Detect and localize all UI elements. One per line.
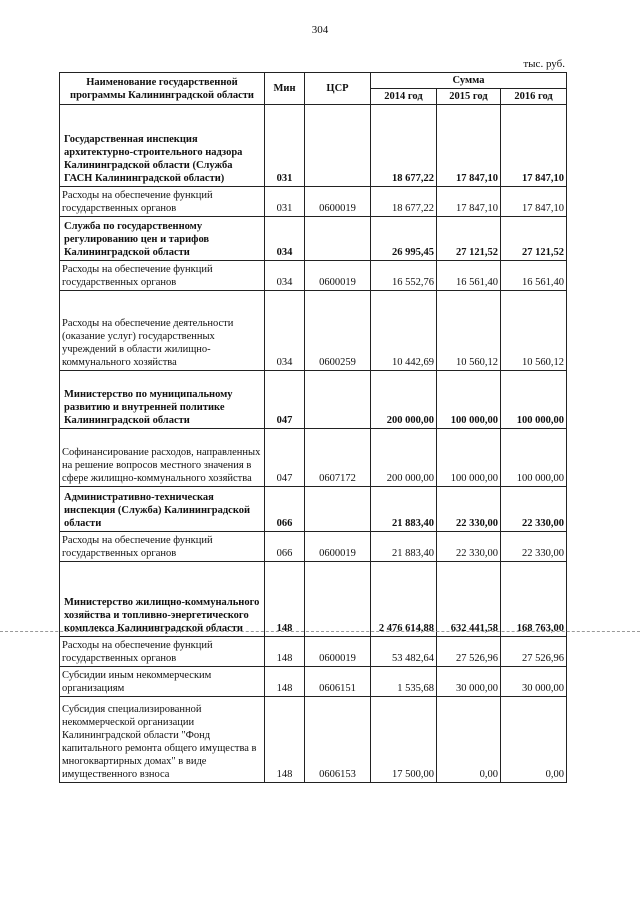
row-csr: 0600019 bbox=[305, 532, 371, 562]
row-name: Расходы на обеспечение функций государственных органов bbox=[60, 637, 265, 667]
row-name: Расходы на обеспечение функций государственных органов bbox=[60, 261, 265, 291]
row-2014: 2 476 614,88 bbox=[371, 562, 437, 637]
row-min: 047 bbox=[265, 429, 305, 487]
row-2015: 27 526,96 bbox=[437, 637, 501, 667]
units-label: тыс. руб. bbox=[523, 58, 565, 70]
table-row bbox=[60, 429, 567, 487]
row-csr: 0607172 bbox=[305, 429, 371, 487]
row-2016: 27 121,52 bbox=[501, 217, 567, 261]
budget-table bbox=[59, 72, 567, 783]
row-2015: 100 000,00 bbox=[437, 429, 501, 487]
row-name: Служба по государственному регулированию цен и тарифов Калининградской области bbox=[60, 217, 265, 261]
row-2016: 0,00 bbox=[501, 697, 567, 783]
row-2015: 10 560,12 bbox=[437, 291, 501, 371]
header-2016: 2016 год bbox=[501, 89, 567, 105]
header-name: Наименование государственной программы Калининградской области bbox=[60, 73, 265, 105]
row-min: 034 bbox=[265, 291, 305, 371]
row-csr: 0606153 bbox=[305, 697, 371, 783]
header-2014: 2014 год bbox=[371, 89, 437, 105]
row-2016: 16 561,40 bbox=[501, 261, 567, 291]
table-row bbox=[60, 667, 567, 697]
row-csr: 0600019 bbox=[305, 637, 371, 667]
row-csr bbox=[305, 371, 371, 429]
row-2015: 100 000,00 bbox=[437, 371, 501, 429]
row-2014: 16 552,76 bbox=[371, 261, 437, 291]
fold-line bbox=[0, 631, 640, 632]
table-row bbox=[60, 562, 567, 637]
row-2015: 22 330,00 bbox=[437, 487, 501, 532]
table-row bbox=[60, 187, 567, 217]
row-2014: 200 000,00 bbox=[371, 429, 437, 487]
table-row bbox=[60, 371, 567, 429]
table-row bbox=[60, 105, 567, 187]
row-2015: 30 000,00 bbox=[437, 667, 501, 697]
row-2014: 10 442,69 bbox=[371, 291, 437, 371]
row-min: 034 bbox=[265, 261, 305, 291]
row-csr: 0600259 bbox=[305, 291, 371, 371]
row-min: 148 bbox=[265, 667, 305, 697]
row-2014: 200 000,00 bbox=[371, 371, 437, 429]
row-2015: 16 561,40 bbox=[437, 261, 501, 291]
row-2016: 10 560,12 bbox=[501, 291, 567, 371]
row-name: Министерство жилищно-коммунального хозяйства и топливно-энергетического комплекса Калининградской области bbox=[60, 562, 265, 637]
row-name: Субсидия специализированной некоммерческой организации Калининградской области "Фонд капитального ремонта общего имущества в многоквартирных домах" в виде имущественного взноса bbox=[60, 697, 265, 783]
row-min: 031 bbox=[265, 187, 305, 217]
row-2015: 22 330,00 bbox=[437, 532, 501, 562]
row-2016: 100 000,00 bbox=[501, 371, 567, 429]
row-2014: 21 883,40 bbox=[371, 532, 437, 562]
header-min: Мин bbox=[265, 73, 305, 105]
page-number: 304 bbox=[311, 24, 329, 36]
row-2016: 17 847,10 bbox=[501, 105, 567, 187]
row-min: 066 bbox=[265, 487, 305, 532]
row-csr: 0600019 bbox=[305, 187, 371, 217]
row-name: Расходы на обеспечение функций государственных органов bbox=[60, 532, 265, 562]
table-row bbox=[60, 487, 567, 532]
row-2015: 17 847,10 bbox=[437, 105, 501, 187]
row-name: Расходы на обеспечение функций государственных органов bbox=[60, 187, 265, 217]
row-2016: 17 847,10 bbox=[501, 187, 567, 217]
row-name: Государственная инспекция архитектурно-строительного надзора Калининградской области (Служба ГАСН Калининградской области) bbox=[60, 105, 265, 187]
row-2016: 27 526,96 bbox=[501, 637, 567, 667]
row-csr bbox=[305, 562, 371, 637]
row-name: Административно-техническая инспекция (Служба) Калининградской области bbox=[60, 487, 265, 532]
row-csr: 0600019 bbox=[305, 261, 371, 291]
row-2014: 53 482,64 bbox=[371, 637, 437, 667]
row-min: 034 bbox=[265, 217, 305, 261]
row-min: 148 bbox=[265, 562, 305, 637]
row-2016: 30 000,00 bbox=[501, 667, 567, 697]
row-csr bbox=[305, 105, 371, 187]
row-2014: 18 677,22 bbox=[371, 187, 437, 217]
table-row bbox=[60, 291, 567, 371]
table-row bbox=[60, 261, 567, 291]
row-min: 066 bbox=[265, 532, 305, 562]
row-min: 148 bbox=[265, 697, 305, 783]
row-2016: 168 763,00 bbox=[501, 562, 567, 637]
table-row bbox=[60, 532, 567, 562]
row-csr: 0606151 bbox=[305, 667, 371, 697]
table-row bbox=[60, 697, 567, 783]
table-row bbox=[60, 217, 567, 261]
row-2014: 21 883,40 bbox=[371, 487, 437, 532]
row-2014: 17 500,00 bbox=[371, 697, 437, 783]
row-2015: 632 441,58 bbox=[437, 562, 501, 637]
row-name: Софинансирование расходов, направленных на решение вопросов местного значения в сфере жилищно-коммунального хозяйства bbox=[60, 429, 265, 487]
row-min: 031 bbox=[265, 105, 305, 187]
header-row bbox=[60, 73, 567, 89]
row-2015: 0,00 bbox=[437, 697, 501, 783]
row-2016: 22 330,00 bbox=[501, 487, 567, 532]
row-2015: 17 847,10 bbox=[437, 187, 501, 217]
row-min: 047 bbox=[265, 371, 305, 429]
row-2016: 22 330,00 bbox=[501, 532, 567, 562]
row-2014: 1 535,68 bbox=[371, 667, 437, 697]
table-row bbox=[60, 637, 567, 667]
row-csr bbox=[305, 487, 371, 532]
row-2015: 27 121,52 bbox=[437, 217, 501, 261]
row-csr bbox=[305, 217, 371, 261]
row-2014: 26 995,45 bbox=[371, 217, 437, 261]
row-2014: 18 677,22 bbox=[371, 105, 437, 187]
header-2015: 2015 год bbox=[437, 89, 501, 105]
row-min: 148 bbox=[265, 637, 305, 667]
row-name: Субсидии иным некоммерческим организациям bbox=[60, 667, 265, 697]
header-sum: Сумма bbox=[371, 73, 567, 89]
header-csr: ЦСР bbox=[305, 73, 371, 105]
row-name: Министерство по муниципальному развитию и внутренней политике Калининградской области bbox=[60, 371, 265, 429]
row-2016: 100 000,00 bbox=[501, 429, 567, 487]
row-name: Расходы на обеспечение деятельности (оказание услуг) государственных учреждений в области жилищно-коммунального хозяйства bbox=[60, 291, 265, 371]
